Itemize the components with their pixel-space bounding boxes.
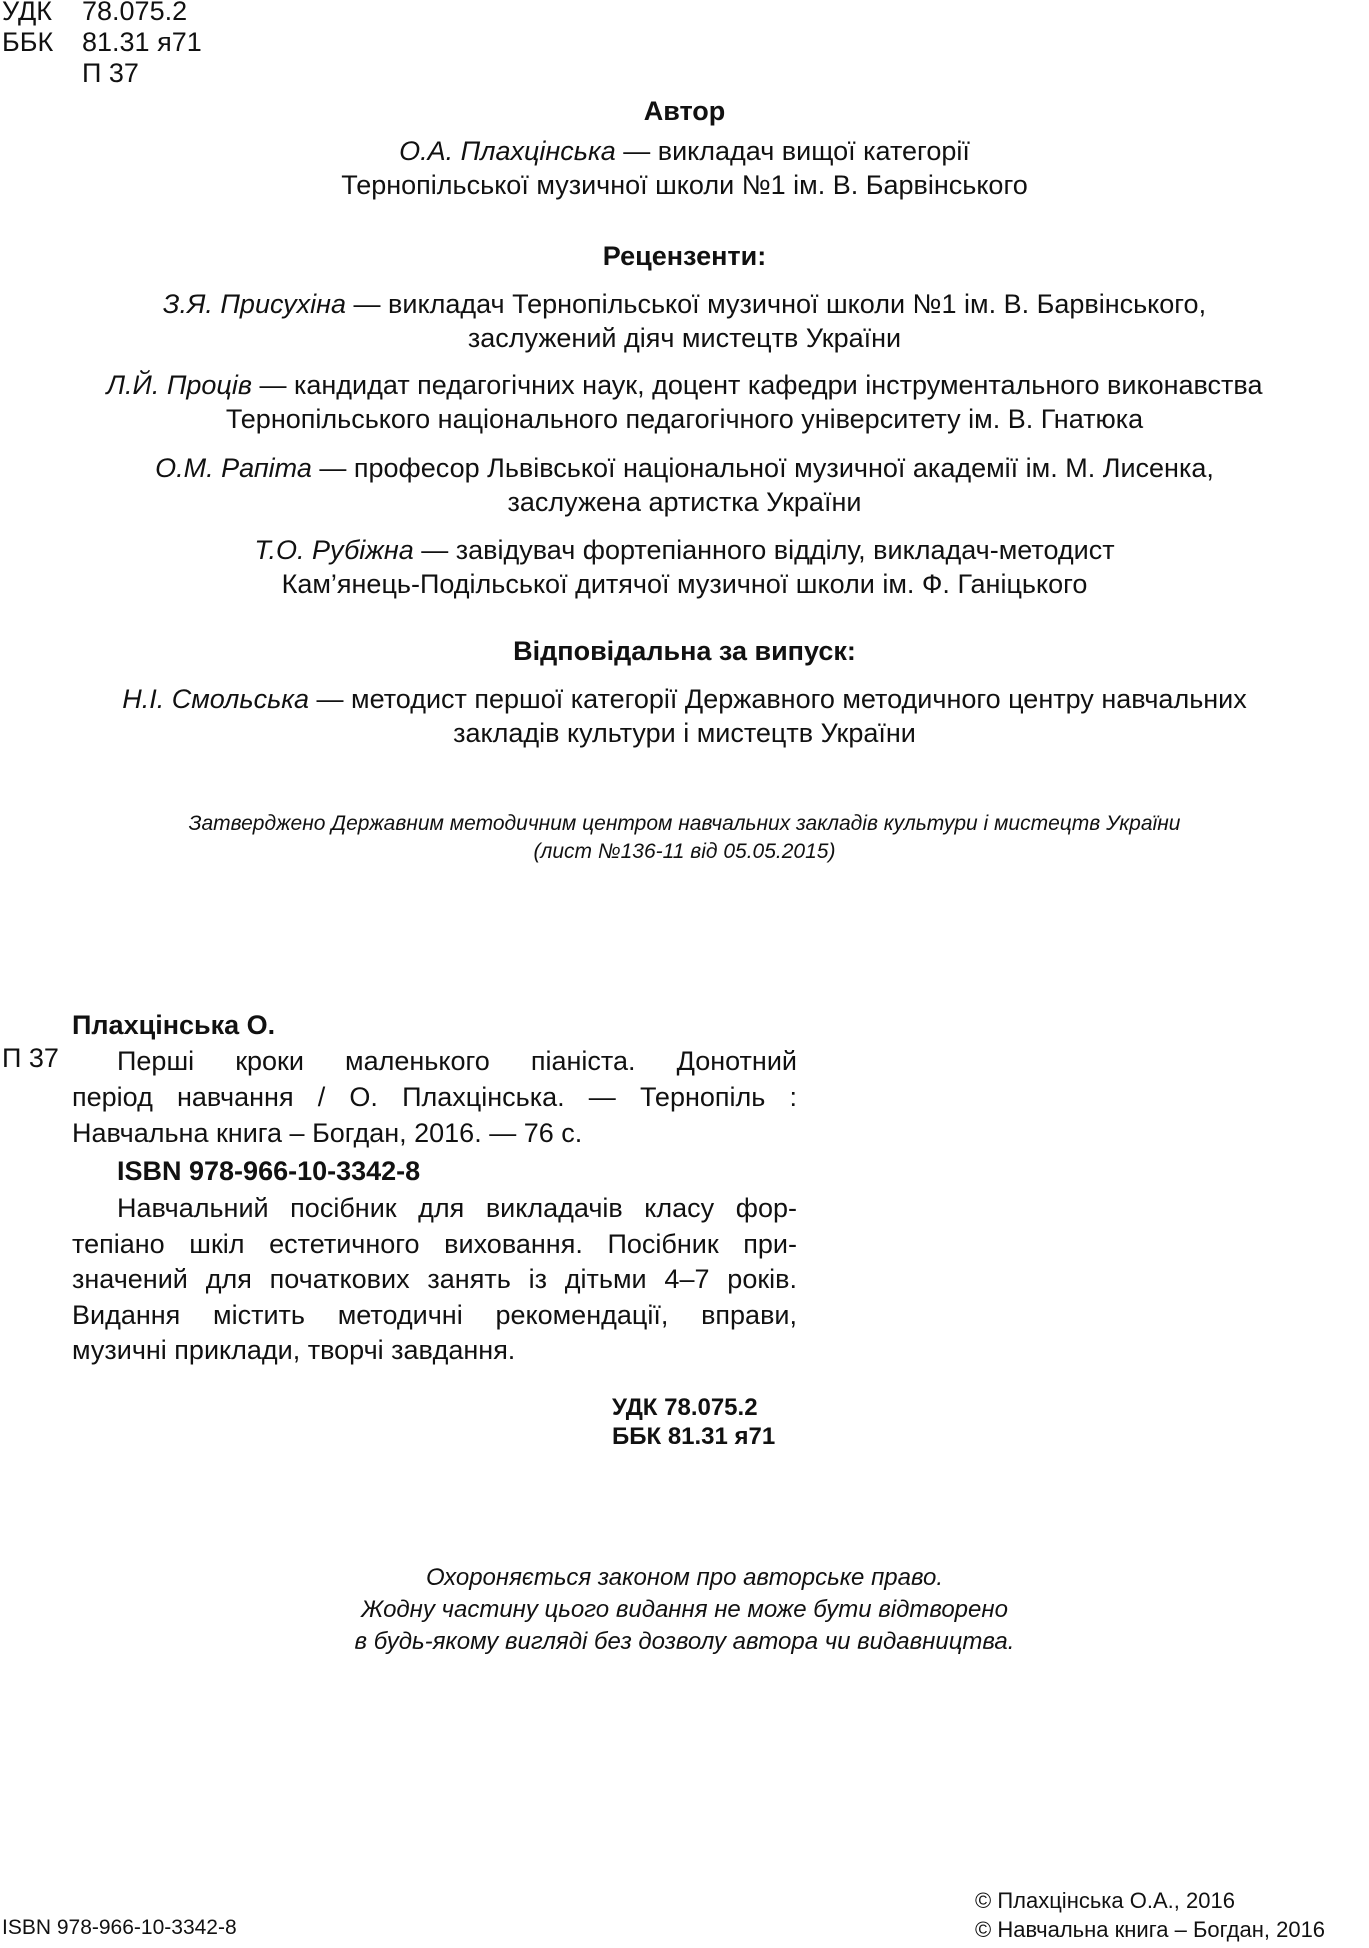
card-codes xyxy=(612,1393,775,1451)
copyright-notice xyxy=(0,1562,1369,1658)
responsible-role: — методист першої категорії Державного методичного центру навчальних xyxy=(309,684,1247,714)
reviewer-name: О.М. Рапіта xyxy=(155,453,312,483)
classification-block xyxy=(2,0,202,89)
reviewer-name: Т.О. Рубіжна xyxy=(254,535,414,565)
annotation-line: значений для початкових занять із дітьми 4–7 років. xyxy=(72,1264,797,1294)
notice-line: в будь-якому вигляді без дозволу автора чи видавництва. xyxy=(354,1628,1015,1655)
reviewer-affiliation: Тернопільського національного педагогічного університету ім. В. Гнатюка xyxy=(225,404,1144,434)
card-author: Плахцінська О. xyxy=(72,1010,276,1040)
responsible-heading: Відповідальна за випуск: xyxy=(513,636,856,666)
reviewer-role: — кандидат педагогічних наук, доцент кафедри інструментального виконавства xyxy=(251,370,1263,400)
bbk-label: ББК xyxy=(2,27,54,57)
responsible-affiliation: закладів культури і мистецтв України xyxy=(453,718,916,748)
reviewer-name: З.Я. Присухіна xyxy=(162,289,347,319)
annotation-line: тепіано шкіл естетичного виховання. Посібник при- xyxy=(72,1228,797,1259)
card-title-cont xyxy=(72,1079,797,1151)
udk-code: 78.075.2 xyxy=(82,0,188,26)
card-bbk: ББК 81.31 я71 xyxy=(612,1423,776,1450)
responsible-entry xyxy=(0,682,1369,750)
footer-isbn: ISBN 978-966-10-3342-8 xyxy=(2,1916,237,1939)
annotation-line: Навчальний посібник для викладачів класу фор- xyxy=(117,1193,797,1223)
reviewer-name: Л.Й. Проців xyxy=(106,370,252,400)
responsible-name: Н.І. Смольська xyxy=(122,684,310,714)
author-heading: Автор xyxy=(643,96,726,126)
author-role: — викладач вищої категорії xyxy=(615,136,970,166)
reviewer-affiliation: заслужений діяч мистецтв України xyxy=(467,323,902,353)
reviewers-heading: Рецензенти: xyxy=(602,241,767,271)
reviewer-entry xyxy=(0,287,1369,355)
card-title-line: Навчальна книга – Богдан, 2016. — 76 с. xyxy=(72,1118,583,1148)
author-affiliation: Тернопільської музичної школи №1 ім. В. Барвінського xyxy=(341,170,1028,200)
notice-line: Жодну частину цього видання не може бути відтворено xyxy=(361,1596,1008,1623)
card-udk: УДК 78.075.2 xyxy=(612,1394,758,1421)
reviewer-affiliation: заслужена артистка України xyxy=(507,487,862,517)
approval-letter: (лист №136-11 від 05.05.2015) xyxy=(533,840,836,863)
bbk-code: 81.31 я71 xyxy=(82,27,202,57)
author-mark: П 37 xyxy=(82,58,139,88)
reviewer-role: — викладач Тернопільської музичної школи №1 ім. В. Барвінського, xyxy=(346,289,1207,319)
card-title-line: Перші кроки маленького піаніста. Донотний xyxy=(117,1046,797,1076)
annotation-line: Видання містить методичні рекомендації, вправи, xyxy=(72,1299,797,1330)
card-title-line: період навчання / О. Плахцінська. — Тернопіль : xyxy=(72,1082,797,1112)
card-annotation xyxy=(72,1191,797,1369)
footer-copyrights xyxy=(975,1886,1325,1944)
reviewer-role: — завідувач фортепіанного відділу, викладач-методист xyxy=(413,535,1115,565)
approval-note xyxy=(0,810,1369,866)
annotation-line: музичні приклади, творчі завдання. xyxy=(72,1335,516,1365)
copyright-publisher: © Навчальна книга – Богдан, 2016 xyxy=(975,1917,1326,1942)
reviewer-entry xyxy=(0,368,1369,436)
reviewer-entry xyxy=(0,533,1369,601)
card-isbn: ISBN 978-966-10-3342-8 xyxy=(117,1156,421,1186)
author-name: О.А. Плахцінська xyxy=(399,136,616,166)
reviewer-role: — професор Львівської національної музичної академії ім. М. Лисенка, xyxy=(311,453,1214,483)
approval-line: Затверджено Державним методичним центром навчальних закладів культури і мистецтв України xyxy=(188,812,1181,835)
copyright-author: © Плахцінська О.А., 2016 xyxy=(975,1888,1235,1913)
reviewer-affiliation: Кам’янець-Подільської дитячої музичної школи ім. Ф. Ганіцького xyxy=(281,569,1088,599)
card-mark: П 37 xyxy=(2,1043,59,1073)
notice-line: Охороняється законом про авторське право. xyxy=(425,1564,943,1591)
card-title-block xyxy=(117,1043,797,1079)
udk-label: УДК xyxy=(2,0,52,26)
reviewer-entry xyxy=(0,451,1369,519)
author-entry xyxy=(0,134,1369,202)
